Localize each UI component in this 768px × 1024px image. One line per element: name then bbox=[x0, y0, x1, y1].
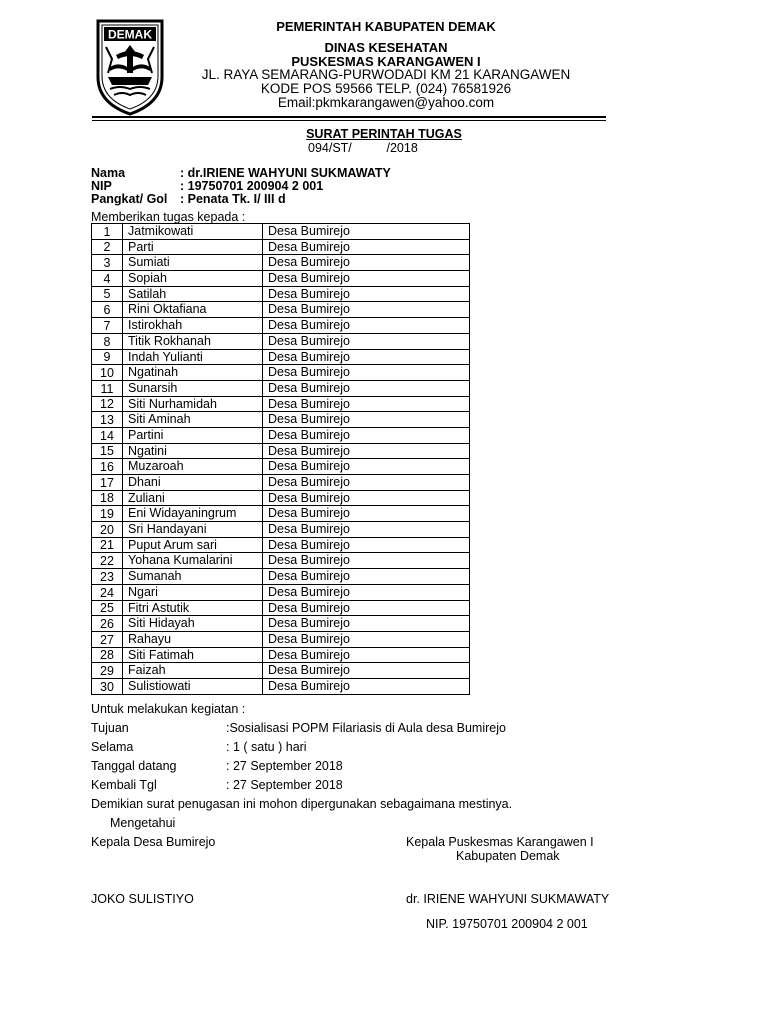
table-row bbox=[92, 584, 470, 600]
table-row bbox=[92, 537, 470, 553]
table-row bbox=[92, 396, 470, 412]
issuer-rank-value: : Penata Tk. I/ III d bbox=[180, 192, 286, 206]
table-row bbox=[92, 569, 470, 585]
row-number: 7 bbox=[92, 318, 123, 334]
assignee-village: Desa Bumirejo bbox=[263, 239, 470, 255]
assignee-name: Parti bbox=[123, 239, 263, 255]
header-divider bbox=[92, 116, 606, 118]
table-row bbox=[92, 631, 470, 647]
letter-title: SURAT PERINTAH TUGAS bbox=[306, 127, 462, 141]
issuer-name-value: : dr.IRIENE WAHYUNI SUKMAWATY bbox=[180, 166, 391, 180]
row-number: 14 bbox=[92, 427, 123, 443]
table-row bbox=[92, 427, 470, 443]
table-row bbox=[92, 600, 470, 616]
assignee-village: Desa Bumirejo bbox=[263, 584, 470, 600]
right-signer-title: Kepala Puskesmas Karangawen I bbox=[406, 835, 594, 849]
right-signer-name: dr. IRIENE WAHYUNI SUKMAWATY bbox=[406, 892, 610, 906]
table-row bbox=[92, 616, 470, 632]
assignee-name: Sunarsih bbox=[123, 380, 263, 396]
assignee-village: Desa Bumirejo bbox=[263, 631, 470, 647]
assignee-name: Indah Yulianti bbox=[123, 349, 263, 365]
row-number: 23 bbox=[92, 569, 123, 585]
row-number: 26 bbox=[92, 616, 123, 632]
row-number: 21 bbox=[92, 537, 123, 553]
assignee-village: Desa Bumirejo bbox=[263, 396, 470, 412]
activity-intro: Untuk melakukan kegiatan : bbox=[91, 702, 246, 716]
assignee-name: Siti Hidayah bbox=[123, 616, 263, 632]
row-number: 19 bbox=[92, 506, 123, 522]
assignee-name: Muzaroah bbox=[123, 459, 263, 475]
row-number: 10 bbox=[92, 365, 123, 381]
assignee-village: Desa Bumirejo bbox=[263, 569, 470, 585]
detail-duration-value: : 1 ( satu ) hari bbox=[226, 740, 307, 754]
header-agency: DINAS KESEHATAN bbox=[324, 40, 448, 55]
assignee-village: Desa Bumirejo bbox=[263, 443, 470, 459]
assignee-village: Desa Bumirejo bbox=[263, 271, 470, 287]
assignee-village: Desa Bumirejo bbox=[263, 318, 470, 334]
table-row bbox=[92, 365, 470, 381]
assignee-village: Desa Bumirejo bbox=[263, 333, 470, 349]
assignee-name: Sulistiowati bbox=[123, 678, 263, 694]
assignee-name: Puput Arum sari bbox=[123, 537, 263, 553]
assignee-name: Jatmikowati bbox=[123, 224, 263, 240]
table-row bbox=[92, 286, 470, 302]
table-row bbox=[92, 553, 470, 569]
assignee-village: Desa Bumirejo bbox=[263, 553, 470, 569]
header-government: PEMERINTAH KABUPATEN DEMAK bbox=[276, 19, 496, 34]
assignee-village: Desa Bumirejo bbox=[263, 522, 470, 538]
assignee-village: Desa Bumirejo bbox=[263, 365, 470, 381]
detail-arrival-value: : 27 September 2018 bbox=[226, 759, 343, 773]
closing-statement: Demikian surat penugasan ini mohon dipergunakan sebagaimana mestinya. bbox=[91, 797, 513, 811]
row-number: 20 bbox=[92, 522, 123, 538]
assignee-name: Ngatinah bbox=[123, 365, 263, 381]
table-row bbox=[92, 318, 470, 334]
table-row bbox=[92, 490, 470, 506]
assignee-village: Desa Bumirejo bbox=[263, 537, 470, 553]
assignee-name: Siti Aminah bbox=[123, 412, 263, 428]
assignee-name: Siti Fatimah bbox=[123, 647, 263, 663]
table-row bbox=[92, 647, 470, 663]
assignee-village: Desa Bumirejo bbox=[263, 224, 470, 240]
row-number: 6 bbox=[92, 302, 123, 318]
table-row bbox=[92, 302, 470, 318]
row-number: 28 bbox=[92, 647, 123, 663]
table-row bbox=[92, 678, 470, 694]
issuer-rank-label: Pangkat/ Gol bbox=[91, 192, 168, 206]
assignee-village: Desa Bumirejo bbox=[263, 600, 470, 616]
detail-arrival-label: Tanggal datang bbox=[91, 759, 177, 773]
left-signer-title: Kepala Desa Bumirejo bbox=[91, 835, 216, 849]
row-number: 1 bbox=[92, 224, 123, 240]
table-row bbox=[92, 255, 470, 271]
row-number: 4 bbox=[92, 271, 123, 287]
detail-purpose-label: Tujuan bbox=[91, 721, 129, 735]
assignee-village: Desa Bumirejo bbox=[263, 506, 470, 522]
demak-logo bbox=[94, 17, 166, 117]
assignee-village: Desa Bumirejo bbox=[263, 647, 470, 663]
row-number: 11 bbox=[92, 380, 123, 396]
issuer-nip-label: NIP bbox=[91, 179, 112, 193]
table-row bbox=[92, 475, 470, 491]
row-number: 13 bbox=[92, 412, 123, 428]
row-number: 18 bbox=[92, 490, 123, 506]
row-number: 25 bbox=[92, 600, 123, 616]
assignees-table bbox=[91, 223, 470, 695]
issuer-nip-value: : 19750701 200904 2 001 bbox=[180, 179, 324, 193]
assignee-name: Rini Oktafiana bbox=[123, 302, 263, 318]
row-number: 5 bbox=[92, 286, 123, 302]
assignee-village: Desa Bumirejo bbox=[263, 616, 470, 632]
row-number: 27 bbox=[92, 631, 123, 647]
assignee-village: Desa Bumirejo bbox=[263, 286, 470, 302]
assignee-village: Desa Bumirejo bbox=[263, 678, 470, 694]
detail-return-label: Kembali Tgl bbox=[91, 778, 157, 792]
row-number: 15 bbox=[92, 443, 123, 459]
assignee-name: Faizah bbox=[123, 663, 263, 679]
right-signer-nip: NIP. 19750701 200904 2 001 bbox=[426, 917, 588, 931]
svg-text:DEMAK: DEMAK bbox=[108, 27, 152, 42]
table-row bbox=[92, 271, 470, 287]
assignee-name: Sumiati bbox=[123, 255, 263, 271]
assignee-village: Desa Bumirejo bbox=[263, 427, 470, 443]
assignee-name: Fitri Astutik bbox=[123, 600, 263, 616]
assignee-village: Desa Bumirejo bbox=[263, 380, 470, 396]
assignee-name: Sopiah bbox=[123, 271, 263, 287]
assign-intro: Memberikan tugas kepada : bbox=[91, 210, 246, 224]
assignee-village: Desa Bumirejo bbox=[263, 349, 470, 365]
row-number: 22 bbox=[92, 553, 123, 569]
row-number: 30 bbox=[92, 678, 123, 694]
header-email: Email:pkmkarangawen@yahoo.com bbox=[277, 95, 495, 110]
assignee-name: Partini bbox=[123, 427, 263, 443]
row-number: 9 bbox=[92, 349, 123, 365]
header-institution: PUSKESMAS KARANGAWEN I bbox=[291, 54, 481, 69]
header-address: JL. RAYA SEMARANG-PURWODADI KM 21 KARANGAWEN bbox=[201, 67, 571, 82]
table-row bbox=[92, 380, 470, 396]
assignee-name: Satilah bbox=[123, 286, 263, 302]
assignee-name: Zuliani bbox=[123, 490, 263, 506]
table-row bbox=[92, 239, 470, 255]
table-row bbox=[92, 443, 470, 459]
row-number: 3 bbox=[92, 255, 123, 271]
row-number: 24 bbox=[92, 584, 123, 600]
header-divider-thin bbox=[92, 120, 606, 121]
row-number: 8 bbox=[92, 333, 123, 349]
table-row bbox=[92, 506, 470, 522]
table-row bbox=[92, 522, 470, 538]
assignee-village: Desa Bumirejo bbox=[263, 302, 470, 318]
assignee-name: Rahayu bbox=[123, 631, 263, 647]
assignee-name: Sri Handayani bbox=[123, 522, 263, 538]
header-postal-phone: KODE POS 59566 TELP. (024) 76581926 bbox=[260, 81, 512, 96]
assignee-village: Desa Bumirejo bbox=[263, 475, 470, 491]
assignee-village: Desa Bumirejo bbox=[263, 255, 470, 271]
assignee-name: Dhani bbox=[123, 475, 263, 491]
row-number: 12 bbox=[92, 396, 123, 412]
assignee-name: Yohana Kumalarini bbox=[123, 553, 263, 569]
detail-purpose-value: :Sosialisasi POPM Filariasis di Aula desa Bumirejo bbox=[226, 721, 506, 735]
row-number: 2 bbox=[92, 239, 123, 255]
right-signer-subtitle: Kabupaten Demak bbox=[456, 849, 560, 863]
assignee-name: Eni Widayaningrum bbox=[123, 506, 263, 522]
assignee-name: Siti Nurhamidah bbox=[123, 396, 263, 412]
assignee-name: Ngari bbox=[123, 584, 263, 600]
table-row bbox=[92, 459, 470, 475]
letter-number: 094/ST/ /2018 bbox=[308, 141, 418, 155]
row-number: 29 bbox=[92, 663, 123, 679]
table-row bbox=[92, 224, 470, 240]
assignee-village: Desa Bumirejo bbox=[263, 412, 470, 428]
assignee-name: Titik Rokhanah bbox=[123, 333, 263, 349]
assignee-village: Desa Bumirejo bbox=[263, 490, 470, 506]
issuer-name-label: Nama bbox=[91, 166, 126, 180]
table-row bbox=[92, 412, 470, 428]
row-number: 16 bbox=[92, 459, 123, 475]
acknowledged-label: Mengetahui bbox=[110, 816, 176, 830]
table-row bbox=[92, 663, 470, 679]
left-signer-name: JOKO SULISTIYO bbox=[91, 892, 194, 906]
assignee-village: Desa Bumirejo bbox=[263, 663, 470, 679]
table-row bbox=[92, 349, 470, 365]
table-row bbox=[92, 333, 470, 349]
assignee-name: Istirokhah bbox=[123, 318, 263, 334]
assignee-name: Sumanah bbox=[123, 569, 263, 585]
detail-duration-label: Selama bbox=[91, 740, 134, 754]
detail-return-value: : 27 September 2018 bbox=[226, 778, 343, 792]
assignee-village: Desa Bumirejo bbox=[263, 459, 470, 475]
row-number: 17 bbox=[92, 475, 123, 491]
assignee-name: Ngatini bbox=[123, 443, 263, 459]
